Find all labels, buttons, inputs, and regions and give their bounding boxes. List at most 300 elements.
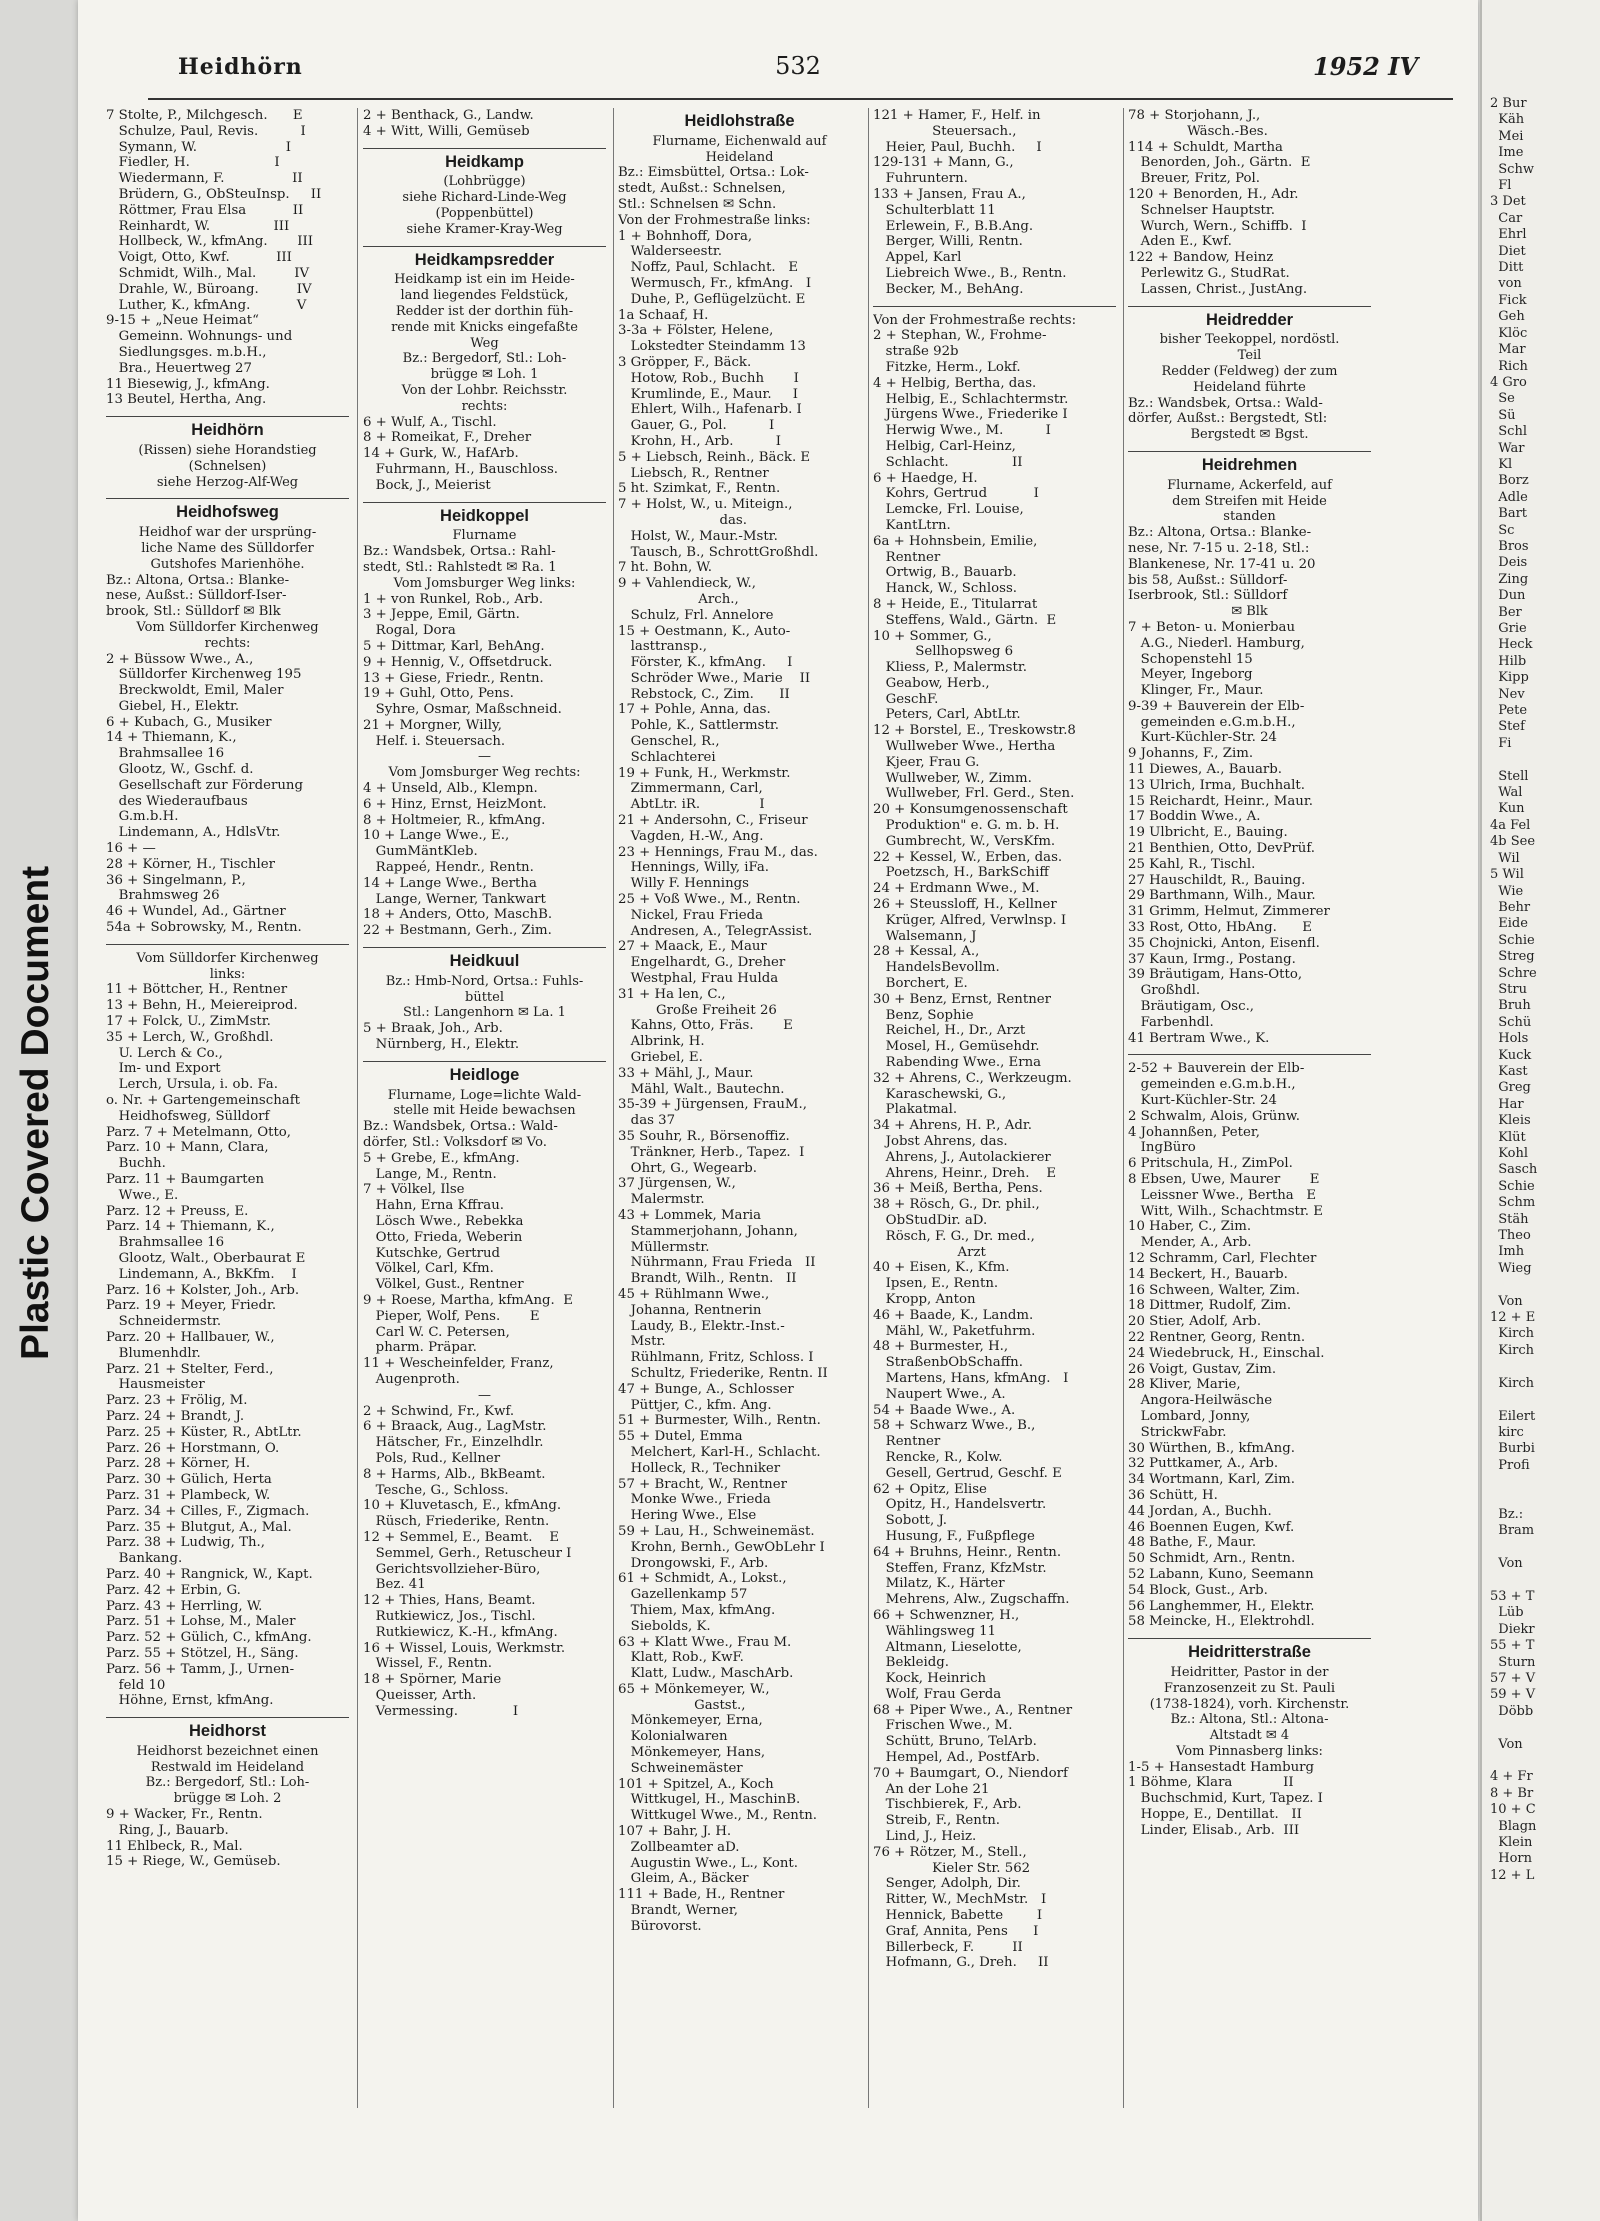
directory-entry: nese, Außst.: Sülldorf-Iser- [106,588,287,604]
directory-entry: Perlewitz G., StudRat. [1128,265,1290,281]
directory-entry: Rebstock, C., Zim. II [618,686,790,702]
directory-entry: Klinger, Fr., Maur. [1128,683,1264,699]
directory-entry: Geabow, Herb., [873,675,990,691]
directory-entry: Lokstedter Steindamm 13 [618,339,806,355]
directory-entry: brook, Stl.: Sülldorf ✉ Blk [106,604,281,620]
column-divider [868,108,869,2108]
section-rule [106,498,349,499]
directory-entry: Rutkiewicz, Jos., Tischl. [363,1608,536,1624]
directory-entry: 19 Ulbricht, E., Bauing. [1128,825,1288,841]
directory-entry: 5 + Braak, Joh., Arb. [363,1021,503,1037]
directory-entry: Ahrens, J., Autolackierer [873,1149,1051,1165]
directory-entry: 19 + Guhl, Otto, Pens. [363,686,514,702]
directory-entry: stedt, Stl.: Rahlstedt ✉ Ra. 1 [363,559,557,575]
directory-entry: Parz. 43 + Herrling, W. [106,1598,263,1614]
directory-entry: 133 + Jansen, Frau A., [873,186,1026,202]
directory-entry: stedt, Außst.: Schnelsen, [618,181,786,197]
directory-entry: Augustin Wwe., L., Kont. [618,1855,798,1871]
directory-entry: Rabending Wwe., Erna [873,1055,1042,1071]
section-rule [363,1061,606,1062]
directory-entry: 13 Ulrich, Irma, Buchhalt. [1128,777,1305,793]
street-heading: Heidkuul [449,952,520,971]
directory-entry: 10 Haber, C., Zim. [1128,1219,1252,1235]
directory-entry: Andresen, A., TelegrAssist. [618,923,813,939]
directory-entry: Schmidt, Wilh., Mal. IV [106,265,310,281]
directory-entry: 23 + Hennings, Frau M., das. [618,844,818,860]
directory-entry: Brandt, Werner, [618,1903,738,1919]
directory-entry: Giebel, H., Elektr. [106,698,240,714]
directory-entry: Mender, A., Arb. [1128,1235,1252,1251]
directory-entry: 14 + Thiemann, K., [106,730,237,746]
directory-entry: 30 Würthen, B., kfmAng. [1128,1440,1295,1456]
street-note: Vom Sülldorfer Kirchenweg [136,950,319,966]
directory-entry: 7 + Holst, W., u. Miteign., [618,497,793,513]
street-note: Vom Sülldorfer Kirchenweg [136,619,319,635]
directory-entry: Noffz, Paul, Schlacht. E [618,260,799,276]
directory-entry: Gemeinn. Wohnungs- und [106,329,293,345]
directory-page [78,0,1478,2221]
section-rule [363,148,606,149]
directory-entry: Krumlinde, E., Maur. I [618,386,799,402]
directory-entry: Thiem, Max, kfmAng. [618,1602,776,1618]
directory-entry: Drahle, W., Büroang. IV [106,281,312,297]
directory-entry: Altmann, Lieselotte, [873,1639,1022,1655]
directory-entry: Bez. 41 [363,1577,426,1593]
directory-entry: Kock, Heinrich [873,1671,987,1687]
directory-entry: Brahmsallee 16 [106,746,225,762]
directory-entry: 8 + Harms, Alb., BkBeamt. [363,1466,546,1482]
directory-entry: StrickwFabr. [1128,1424,1227,1440]
directory-entry: Lemcke, Frl. Louise, [873,502,1024,518]
directory-entry: Syhre, Osmar, Maßschneid. [363,702,562,718]
street-note: Heidritter, Pastor in der [1170,1664,1329,1680]
street-heading: Heidredder [1205,310,1294,329]
directory-entry: Parz. 14 + Thiemann, K., [106,1219,275,1235]
street-note: Teil [1237,348,1262,364]
directory-entry: 65 + Mönkemeyer, W., [618,1681,770,1697]
directory-entry: Kutschke, Gertrud [363,1245,501,1261]
column-divider [1123,108,1124,2108]
directory-entry: 21 + Morgner, Willy, [363,717,502,733]
directory-entry: Voigt, Otto, Kwf. III [106,250,292,266]
directory-entry: Bz.: Altona, Ortsa.: Blanke- [1128,525,1312,541]
directory-entry: 8 + Romeikat, F., Dreher [363,430,532,446]
directory-entry: 48 + Burmester, H., [873,1339,1009,1355]
directory-entry: Pols, Rud., Kellner [363,1450,501,1466]
directory-entry: Husung, F., Fußpflege [873,1528,1035,1544]
directory-entry: Schlachterei [618,749,716,765]
directory-entry: Fuhrmann, H., Bauschloss. [363,461,559,477]
directory-entry: 64 + Bruhns, Heinr., Rentn. [873,1544,1062,1560]
directory-entry: Förster, K., kfmAng. I [618,655,793,671]
directory-entry: Schulze, Paul, Revis. I [106,123,306,139]
street-heading: Heidhofsweg [176,503,279,522]
street-note: Heidhorst bezeichnet einen [136,1743,319,1759]
directory-entry: Appel, Karl [873,250,962,266]
directory-entry: Vagden, H.-W., Ang. [618,828,764,844]
street-note: Redder (Feldweg) der zum [1161,363,1338,379]
column-4 [873,108,1116,2168]
directory-entry: Krohn, H., Arb. I [618,433,782,449]
directory-entry: Schopenstehl 15 [1128,651,1253,667]
directory-entry: Blumenhdlr. [106,1345,201,1361]
directory-entry: Steffen, Franz, KfzMstr. [873,1560,1047,1576]
directory-entry: GeschF. [873,691,939,707]
directory-entry: Wullweber, Frl. Gerd., Sten. [873,786,1075,802]
directory-entry: 8 + Heide, E., Titularrat [873,596,1038,612]
street-note: Heideland führte [1193,379,1306,395]
directory-entry: 4 + Witt, Willi, Gemüseb [363,123,530,139]
directory-entry: Kjeer, Frau G. [873,754,980,770]
directory-entry: 7 ht. Bohn, W. [618,560,712,576]
directory-entry: 17 + Pohle, Anna, das. [618,702,771,718]
directory-entry: 4 + Unseld, Alb., Klempn. [363,781,538,797]
directory-entry: Gauer, G., Pol. I [618,418,775,434]
directory-entry: Sellhopsweg 6 [873,644,1014,660]
directory-entry: 24 + Erdmann Wwe., M. [873,881,1040,897]
directory-entry: 6 + Braack, Aug., LagMstr. [363,1419,547,1435]
directory-entry: Hotow, Rob., Buchh I [618,370,799,386]
directory-entry: o. Nr. + Gartengemeinschaft [106,1093,300,1109]
directory-entry: Parz. 42 + Erbin, G. [106,1582,241,1598]
directory-entry: 9 + Wacker, Fr., Rentn. [106,1807,263,1823]
directory-entry: Holleck, R., Techniker [618,1460,781,1476]
directory-entry: Parz. 25 + Küster, R., AbtLtr. [106,1424,302,1440]
directory-entry: 59 + Lau, H., Schweinemäst. [618,1523,815,1539]
directory-entry: Schütt, Bruno, TelArb. [873,1734,1037,1750]
directory-entry: Wwe., E. [106,1187,179,1203]
street-heading: Heidkoppel [440,506,529,525]
directory-entry: Krüger, Alfred, Verwlnsp. I [873,912,1067,928]
directory-entry: 52 Labann, Kuno, Seemann [1128,1566,1314,1582]
directory-entry: Mönkemeyer, Hans, [618,1745,766,1761]
directory-entry: 18 Dittmer, Rudolf, Zim. [1128,1298,1292,1314]
directory-entry: Lassen, Christ., JustAng. [1128,281,1308,297]
directory-entry: Bankang. [106,1551,183,1567]
directory-entry: Karaschewski, G., [873,1086,1007,1102]
directory-entry: Wäsch.-Bes. [1128,123,1268,139]
section-rule [363,947,606,948]
directory-entry: Von der Frohmestraße links: [618,212,811,228]
directory-entry: 13 + Giese, Friedr., Rentn. [363,670,544,686]
directory-entry: Parz. 40 + Rangnick, W., Kapt. [106,1566,313,1582]
directory-entry: Wiedermann, F. II [106,171,303,187]
directory-entry: Rüsch, Friederike, Rentn. [363,1514,550,1530]
directory-entry: 54a + Sobrowsky, M., Rentn. [106,920,302,936]
directory-entry: Arzt [873,1244,986,1260]
section-rule [363,502,606,503]
directory-entry: Leissner Wwe., Bertha E [1128,1187,1317,1203]
directory-entry: 76 + Rötzer, M., Stell., [873,1844,1027,1860]
directory-entry: 43 + Lommek, Maria [618,1207,762,1223]
directory-entry: Kliess, P., Malermstr. [873,660,1027,676]
directory-entry: gemeinden e.G.m.b.H., [1128,714,1296,730]
directory-entry: 46 Boennen Eugen, Kwf. [1128,1519,1295,1535]
directory-entry: Parz. 35 + Blutgut, A., Mal. [106,1519,292,1535]
section-rule [873,306,1116,307]
directory-entry: Griebel, E. [618,1050,703,1066]
directory-entry: Siedlungsges. m.b.H., [106,344,267,360]
directory-entry: Zimmermann, Carl, [618,781,763,797]
directory-entry: Wittkugel, H., MaschinB. [618,1792,801,1808]
directory-entry: Bz.: Altona, Ortsa.: Blanke- [106,572,290,588]
directory-entry: 46 + Baade, K., Landm. [873,1307,1034,1323]
directory-entry: 1-5 + Hansestadt Hamburg [1128,1759,1315,1775]
street-note: Heidkamp ist ein im Heide- [394,272,575,288]
directory-entry: Völkel, Carl, Kfm. [363,1261,494,1277]
directory-entry: Buchh. [106,1156,166,1172]
directory-entry: Becker, M., BehAng. [873,281,1024,297]
directory-entry: 22 + Kessel, W., Erben, das. [873,849,1063,865]
directory-entry: Brandt, Wilh., Rentn. II [618,1271,797,1287]
directory-entry: Bekleidg. [873,1655,950,1671]
directory-entry: feld 10 [106,1677,166,1693]
street-note: liche Name des Sülldorfer [141,540,314,556]
directory-entry: Ring, J., Bauarb. [106,1822,229,1838]
directory-entry: IngBüro [1128,1140,1196,1156]
directory-entry: 6 Pritschula, H., ZimPol. [1128,1156,1293,1172]
directory-entry: Bz.: Eimsbüttel, Ortsa.: Lok- [618,165,809,181]
directory-entry: Lange, Werner, Tankwart [363,891,546,907]
directory-entry: 12 + Thies, Hans, Beamt. [363,1593,536,1609]
directory-entry: Lind, J., Heiz. [873,1829,977,1845]
directory-entry: Rösch, F. G., Dr. med., [873,1228,1035,1244]
directory-entry: Lange, M., Rentn. [363,1166,497,1182]
directory-entry: Müllermstr. [618,1239,710,1255]
directory-entry: 18 + Anders, Otto, MaschB. [363,907,553,923]
directory-entry: Gleim, A., Bäcker [618,1871,749,1887]
directory-entry: Bz.: Wandsbek, Ortsa.: Wald- [1128,395,1323,411]
directory-entry: 24 Wiedebruck, H., Einschal. [1128,1345,1325,1361]
directory-entry: Kurt-Küchler-Str. 24 [1128,730,1277,746]
directory-entry: Im- und Export [106,1061,221,1077]
directory-entry: 22 + Bestmann, Gerh., Zim. [363,923,552,939]
directory-entry: Tränkner, Herb., Tapez. I [618,1144,805,1160]
street-note: brügge ✉ Loh. 2 [173,1791,282,1807]
directory-entry: 16 + Wissel, Louis, Werkmstr. [363,1640,566,1656]
directory-entry: 61 + Schmidt, A., Lokst., [618,1571,787,1587]
directory-entry: Lindemann, A., BkKfm. I [106,1266,297,1282]
directory-entry: Rentner [873,549,941,565]
directory-entry: Carl W. C. Petersen, [363,1324,510,1340]
street-note: ✉ Blk [1231,604,1268,620]
directory-entry: Kohrs, Gertrud I [873,486,1039,502]
directory-entry: 2 Schwalm, Alois, Grünw. [1128,1108,1300,1124]
directory-entry: Willy F. Hennings [618,876,749,892]
directory-entry: Hering Wwe., Else [618,1508,757,1524]
directory-entry: 51 + Burmester, Wilh., Rentn. [618,1413,821,1429]
directory-entry: Melchert, Karl-H., Schlacht. [618,1444,821,1460]
directory-entry: 10 + Lange Wwe., E., [363,828,510,844]
directory-entry: Liebsch, R., Rentner [618,465,769,481]
street-note: Restwald im Heideland [150,1759,305,1775]
directory-entry: Herwig Wwe., M. I [873,423,1051,439]
page-number: 532 [775,52,821,80]
directory-entry: 32 Puttkamer, A., Arb. [1128,1456,1279,1472]
directory-entry: Breuer, Fritz, Pol. [1128,171,1260,187]
directory-entry: Wählingsweg 11 [873,1623,996,1639]
directory-entry: Brahmsweg 26 [106,888,220,904]
street-note: Flurname, Ackerfeld, auf [1167,477,1332,493]
directory-entry: 12 + Borstel, E., Treskowstr.8 [873,723,1076,739]
directory-entry: Parz. 21 + Stelter, Ferd., [106,1361,274,1377]
street-note: land liegendes Feldstück, [400,288,569,304]
directory-entry: 56 Langhemmer, H., Elektr. [1128,1598,1315,1614]
directory-entry: Monke Wwe., Frieda [618,1492,771,1508]
directory-entry: 9 Johanns, F., Zim. [1128,746,1254,762]
directory-entry: Stl.: Schnelsen ✉ Schn. [618,196,777,212]
directory-entry: Rutkiewicz, K.-H., kfmAng. [363,1624,558,1640]
directory-entry: Kolonialwaren [618,1729,728,1745]
directory-entry: Lindemann, A., HdlsVtr. [106,825,281,841]
street-note: Bergstedt ✉ Bgst. [1190,427,1309,443]
directory-entry: Hennings, Willy, iFa. [618,860,769,876]
street-note: (1738-1824), vorh. Kirchenstr. [1149,1696,1350,1712]
street-note: Bz.: Altona, Stl.: Altona- [1170,1712,1329,1728]
directory-entry: 5 ht. Szimkat, F., Rentn. [618,481,781,497]
directory-entry: Mähl, Walt., Bautechn. [618,1081,785,1097]
directory-entry: 33 + Mähl, J., Maur. [618,1065,754,1081]
running-head-street: Heidhörn [178,54,303,80]
directory-entry: Höhne, Ernst, kfmAng. [106,1693,274,1709]
directory-entry: 5 + Grebe, E., kfmAng. [363,1150,520,1166]
directory-entry: Augenproth. [363,1371,460,1387]
directory-entry: straße 92b [873,344,959,360]
directory-entry: 1 + von Runkel, Rob., Arb. [363,591,544,607]
street-note: Altstadt ✉ 4 [1209,1728,1290,1744]
directory-entry: 8 Ebsen, Uwe, Maurer E [1128,1172,1320,1187]
directory-entry: Mehrens, Alw., Zugschaffn. [873,1592,1070,1608]
directory-entry: Tausch, B., SchrottGroßhdl. [618,544,819,560]
directory-entry: 101 + Spitzel, A., Koch [618,1776,774,1792]
directory-entry: pharm. Präpar. [363,1340,477,1356]
directory-entry: ObStudDir. aD. [873,1212,988,1228]
directory-entry: Gazellenkamp 57 [618,1587,748,1603]
directory-entry: Duhe, P., Geflügelzücht. E [618,291,806,307]
directory-entry: Röttmer, Frau Elsa II [106,202,304,218]
street-note: rechts: [204,635,251,651]
directory-entry: Kropp, Anton [873,1291,976,1307]
directory-entry: 7 + Völkel, Ilse [363,1182,465,1198]
directory-entry: Rogal, Dora [363,623,456,639]
directory-entry: 9-39 + Bauverein der Elb- [1128,698,1305,714]
directory-entry: Parz. 56 + Tamm, J., Urnen- [106,1661,295,1677]
directory-entry: Parz. 30 + Gülich, Herta [106,1472,272,1488]
section-rule [106,944,349,945]
directory-entry: Rencke, R., Kolw. [873,1449,1003,1465]
directory-entry: Parz. 16 + Kolster, Joh., Arb. [106,1282,300,1298]
directory-entry: Parz. 10 + Mann, Clara, [106,1140,269,1156]
directory-entry: 114 + Schuldt, Martha [1128,139,1283,155]
directory-entry: 63 + Klatt Wwe., Frau M. [618,1634,792,1650]
directory-entry: 6 + Kubach, G., Musiker [106,714,272,730]
street-note: (Lohbrügge) [443,174,526,190]
column-2 [363,108,606,2168]
directory-entry: Poetzsch, H., BarkSchiff [873,865,1049,881]
directory-entry: 78 + Storjohann, J., [1128,108,1261,123]
directory-entry: 36 + Singelmann, P., [106,872,246,888]
directory-entry: 22 Rentner, Georg, Rentn. [1128,1329,1306,1345]
directory-entry: 2 + Benthack, G., Landw. [363,108,534,123]
directory-entry: Walderseestr. [618,244,722,260]
directory-entry: 25 Kahl, R., Tischl. [1128,856,1256,872]
directory-entry: 17 Boddin Wwe., A. [1128,809,1261,825]
street-note: (Schnelsen) [188,458,267,474]
directory-entry: 9 + Hennig, V., Offsetdruck. [363,654,553,670]
street-note: (Rissen) siehe Horandstieg [138,442,317,458]
directory-entry: Opitz, H., Handelsvertr. [873,1497,1047,1513]
directory-entry: 4 Johannßen, Peter, [1128,1124,1260,1140]
directory-entry: 1 + Bohnhoff, Dora, [618,228,753,244]
directory-entry: 36 + Meiß, Bertha, Pens. [873,1181,1043,1197]
street-heading: Heidritterstraße [1188,1643,1311,1662]
street-note: Bz.: Bergedorf, Stl.: Loh- [402,351,567,367]
directory-entry: Witt, Wilh., Schachtmstr. E [1128,1203,1323,1219]
directory-entry: 11 Ehlbeck, R., Mal. [106,1838,243,1854]
street-note: rechts: [461,398,508,414]
directory-entry: Hahn, Erna Kffrau. [363,1198,505,1214]
directory-entry: 54 + Baade Wwe., A. [873,1402,1016,1418]
directory-entry: 35 Chojnicki, Anton, Eisenfl. [1128,935,1320,951]
directory-entry: Ehlert, Wilh., Hafenarb. I [618,402,802,418]
directory-entry: 57 + Bracht, W., Rentner [618,1476,787,1492]
street-note: Bz.: Bergedorf, Stl.: Loh- [145,1775,310,1791]
directory-entry: Milatz, K., Härter [873,1576,1005,1592]
directory-entry: 33 Rost, Otto, HbAng. E [1128,920,1312,936]
street-note: Vom Jomsburger Weg links: [393,575,576,591]
directory-entry: 2 + Stephan, W., Frohme- [873,328,1047,344]
adjacent-page-edge [1480,0,1600,2221]
directory-entry: 13 + Behn, H., Meiereiprod. [106,998,298,1014]
directory-entry: 27 + Maack, E., Maur [618,939,767,955]
directory-entry: Aden E., Kwf. [1128,234,1232,250]
directory-entry: Sülldorfer Kirchenweg 195 [106,667,302,683]
directory-entry: Bz.: Wandsbek, Ortsa.: Rahl- [363,544,556,560]
directory-entry: 28 + Kessal, A., [873,944,980,960]
directory-entry: Helbig, Carl-Heinz, [873,438,1016,454]
directory-entry: 58 + Schwarz Wwe., B., [873,1418,1036,1434]
directory-entry: Wullweber, W., Zimm. [873,770,1032,786]
directory-entry: Helf. i. Steuersach. [363,733,506,749]
directory-entry: 13 Beutel, Hertha, Ang. [106,392,267,408]
directory-entry: Produktion" e. G. m. b. H. [873,818,1060,834]
directory-entry: Wermusch, Fr., kfmAng. I [618,275,812,291]
directory-entry: Parz. 12 + Preuss, E. [106,1203,249,1219]
column-divider [357,108,358,2108]
directory-entry: 2 + Büssow Wwe., A., [106,651,254,667]
street-note: Stl.: Langenhorn ✉ La. 1 [403,1005,566,1021]
directory-entry: Semmel, Gerh., Retuscheur I [363,1545,572,1561]
directory-entry: 62 + Opitz, Elise [873,1481,987,1497]
directory-entry: Plakatmal. [873,1102,958,1118]
directory-entry: Ohrt, G., Wegearb. [618,1160,757,1176]
directory-entry: 6 + Hinz, Ernst, HeizMont. [363,796,547,812]
directory-entry: A.G., Niederl. Hamburg, [1128,635,1305,651]
directory-entry: Liebreich Wwe., B., Rentn. [873,265,1067,281]
street-note: Vom Jomsburger Weg rechts: [388,765,581,781]
directory-entry: des Wiederaufbaus [106,793,248,809]
directory-entry: 16 + — [106,841,156,857]
directory-entry: Naupert Wwe., A. [873,1386,1006,1402]
directory-entry: 14 + Gurk, W., HafArb. [363,446,519,462]
street-note: siehe Richard-Linde-Weg [402,190,567,206]
street-note: Bz.: Hmb-Nord, Ortsa.: Fuhls- [385,973,584,989]
directory-entry: Erlewein, F., B.B.Ang. [873,218,1034,234]
directory-entry: Gastst., [618,1697,746,1713]
column-divider [613,108,614,2108]
directory-entry: Heier, Paul, Buchh. I [873,139,1042,155]
directory-entry: Gesell, Gertrud, Geschf. E [873,1465,1062,1481]
